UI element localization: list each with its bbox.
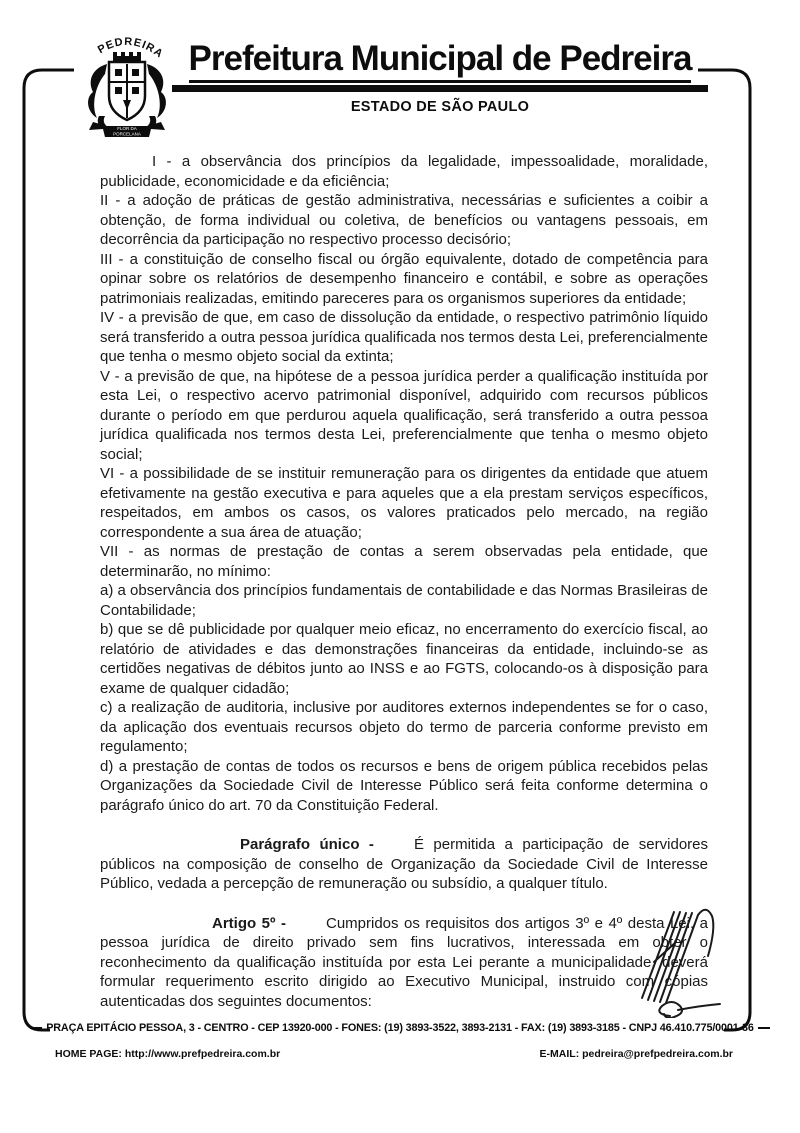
handwritten-initials-signature xyxy=(628,900,728,1018)
email-text xyxy=(540,1048,733,1060)
footer-left-rule xyxy=(30,1027,42,1030)
title-underline-bar xyxy=(172,85,708,92)
address-text: PRAÇA EPITÁCIO PESSOA, 3 - CENTRO - CEP 13920-000 - FONES: (19) 3893-3522, 3893-2131 - FAX: (19) 3893-3185 - CNPJ 46.410.775/0001-36 xyxy=(46,1022,754,1034)
footer-address-line xyxy=(30,1022,770,1034)
artigo-5-label: Artigo 5º - xyxy=(212,914,286,932)
crest-banner-line1: FLOR DA xyxy=(117,126,137,131)
crest-mantling-right xyxy=(147,64,166,118)
page-title: Prefeitura Municipal de Pedreira xyxy=(189,40,692,83)
document-list-item: I - a observância dos princípios da legalidade, impessoalidade, moralidade, publicidade, economicidade e da eficiência; xyxy=(100,153,708,190)
document-list-item: a) a observância dos princípios fundamentais de contabilidade e das Normas Brasileiras de Contabilidade; xyxy=(100,582,708,619)
crest-crown xyxy=(113,52,141,62)
footer-contact-line xyxy=(55,1048,733,1060)
document-list-item: b) que se dê publicidade por qualquer meio eficaz, no encerramento do exercício fiscal, ao relatório de atividades e das demonstrações financeiras da entidade, incluindo-se as certidões negativas de débitos junto ao INSS e ao FGTS, colocando-os à disposição para exame de qualquer cidadão; xyxy=(100,621,708,697)
homepage-label: HOME PAGE: xyxy=(55,1048,122,1060)
crest-top-text-path: PEDREIRA xyxy=(95,35,166,61)
municipal-coat-of-arms xyxy=(76,30,178,140)
document-list-item: IV - a previsão de que, em caso de dissolução da entidade, o respectivo patrimônio líquido será transferido a outra pessoa jurídica qualificada nos termos desta Lei, preferencialmente que tenha o mesmo objeto social da extinta; xyxy=(100,309,708,365)
document-list-item: VI - a possibilidade de se instituir remuneração para os dirigentes da entidade que atuem efetivamente na gestão executiva e para aqueles que a ela prestam serviços específicos, respeitados, em ambos os casos, os valores praticados pelo mercado, na região correspondente a sua área de atuação; xyxy=(100,465,708,541)
paragrafo-unico-text: É permitida a participação de servidores públicos na composição de conselho de Organização da Sociedade Civil de Interesse Público, vedada a percepção de remuneração ou subsídio, a qualquer título. xyxy=(100,836,709,892)
document-list-item: III - a constituição de conselho fiscal ou órgão equivalente, dotado de competência para opinar sobre os relatórios de desempenho financeiro e contábil, e sobre as operações patrimoniais realizadas, emitindo pareceres para os organismos superiores da entidade; xyxy=(100,250,708,307)
legal-items-list xyxy=(100,152,708,815)
paragrafo-unico-label: Parágrafo único - xyxy=(240,836,374,853)
document-list-item: c) a realização de auditoria, inclusive por auditores externos independentes se for o caso, da aplicação dos eventuais recursos objeto do termo de parceria conforme previsto em regulamento; xyxy=(100,699,708,755)
state-subtitle: ESTADO DE SÃO PAULO xyxy=(350,98,530,115)
document-body xyxy=(100,152,708,1011)
footer-right-rule xyxy=(758,1027,770,1030)
document-list-item: II - a adoção de práticas de gestão administrativa, necessárias e suficientes a coibir a obtenção, de forma individual ou coletiva, de benefícios ou vantagens pessoais, em decorrência da participação no respectivo processo decisório; xyxy=(100,192,708,248)
homepage-url: http://www.prefpedreira.com.br xyxy=(124,1048,281,1060)
email-label: E-MAIL: xyxy=(539,1048,580,1060)
document-list-item: V - a previsão de que, na hipótese de a pessoa jurídica perder a qualificação instituída por esta Lei, o respectivo acervo patrimonial disponível, adquirido com recursos públicos durante o período em que perdurou aquela qualificação, será transferido a outra pessoa jurídica qualificada nos termos desta Lei, preferencialmente que tenha o mesmo objeto social; xyxy=(100,367,708,463)
crest-banner-line2: PORCELANA xyxy=(113,131,141,137)
artigo-5 xyxy=(100,914,708,1012)
document-header xyxy=(172,40,708,115)
crest-mantling-left xyxy=(88,64,107,118)
document-list-item: VII - as normas de prestação de contas a serem observadas pela entidade, que determinarão, no mínimo: xyxy=(100,543,708,580)
document-list-item: d) a prestação de contas de todos os recursos e bens de origem pública recebidos pelas Organizações da Sociedade Civil de Interesse Público será feita conforme determina o parágrafo único do art. 70 da Constituição Federal. xyxy=(100,757,708,814)
homepage-text xyxy=(55,1048,280,1060)
email-address: pedreira@prefpedreira.com.br xyxy=(582,1048,733,1060)
artigo-5-text: Cumpridos os requisitos dos artigos 3º e 4º desta Lei, a pessoa jurídica de direito privado sem fins lucrativos, interessada em obter o reconhecimento da qualificação instituída por esta Lei perante a municipalidade, deverá formular requerimento escrito dirigido ao Executivo Municipal, instruido com cópias autenticadas dos seguintes documentos: xyxy=(100,914,708,1010)
paragrafo-unico xyxy=(100,835,708,894)
